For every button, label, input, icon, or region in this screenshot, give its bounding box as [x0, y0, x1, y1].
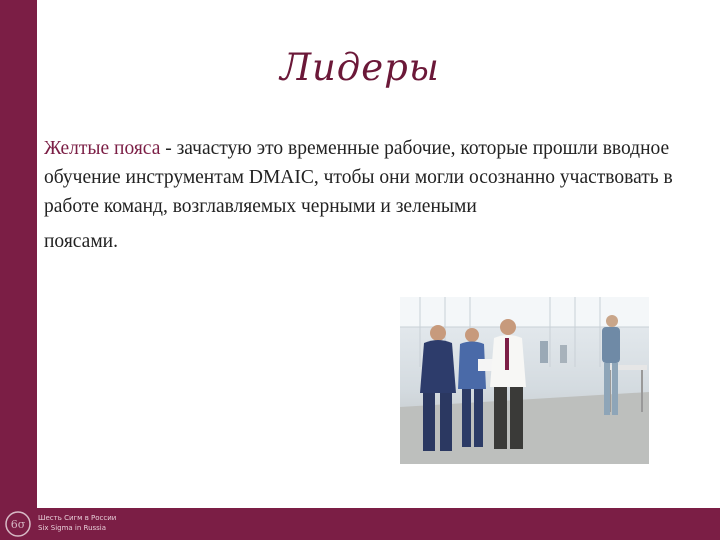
team-photo: [400, 297, 649, 464]
footer-brand-ru: Шесть Сигм в России: [38, 514, 117, 522]
body-last-line: поясами.: [44, 231, 118, 252]
six-sigma-logo-icon: [3, 510, 33, 538]
footer-brand: [38, 513, 116, 533]
body-text: - зачастую это временные рабочие, которые прошли вводное обучение инструментам DMAIC, чтобы они могли осознанно участвовать в работе команд, возглавляемых черными и зелеными: [44, 138, 673, 217]
highlight-term: Желтые пояса: [44, 138, 161, 159]
slide-body: [44, 134, 674, 256]
slide-title: Лидеры: [280, 46, 440, 89]
svg-text:6σ: 6σ: [10, 518, 26, 531]
footer-brand-en: Six Sigma in Russia: [38, 524, 107, 532]
